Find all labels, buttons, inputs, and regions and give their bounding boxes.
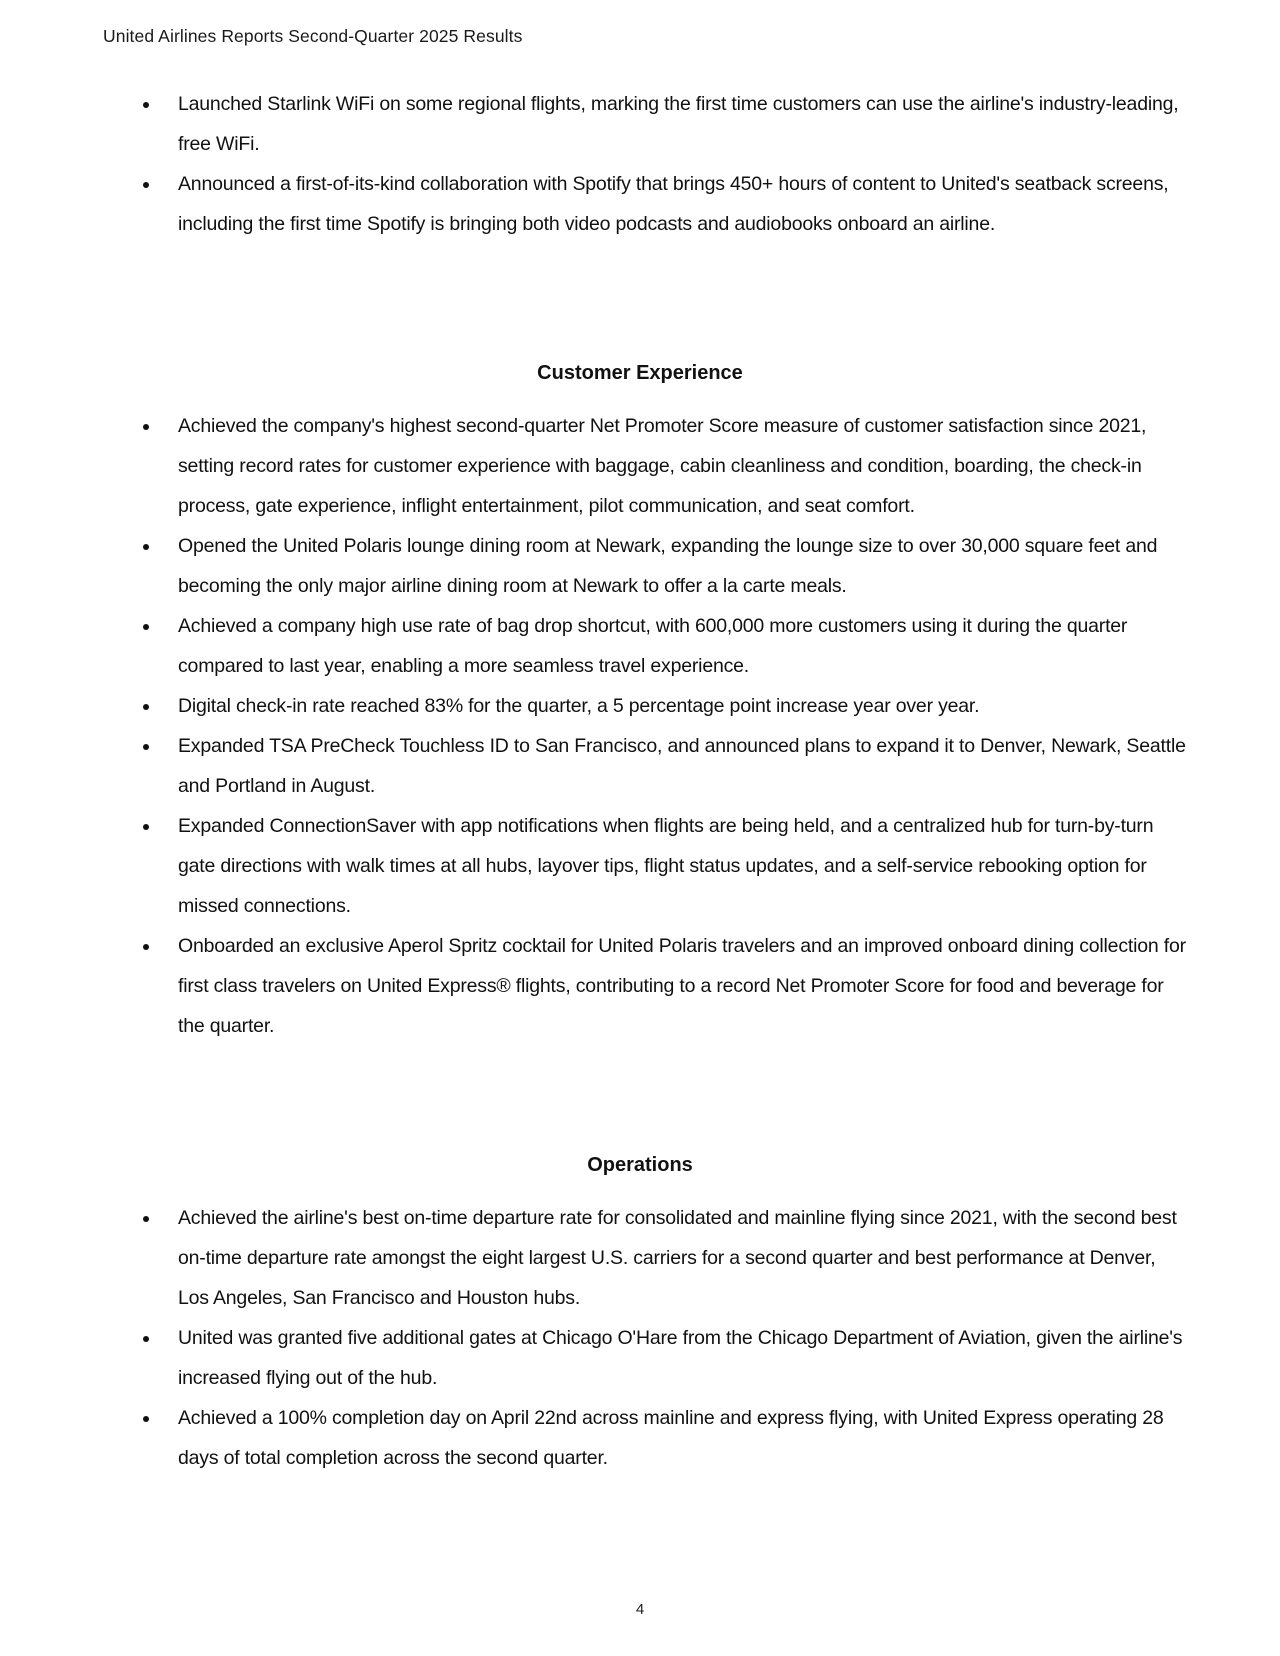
- list-item: [140, 164, 1190, 244]
- bullet-icon: [143, 624, 149, 630]
- bullet-icon: [143, 744, 149, 750]
- bullet-icon: [143, 704, 149, 710]
- list-item-text: United was granted five additional gates at Chicago O'Hare from the Chicago Department of Aviation, given the airline's increased flying out of the hub.: [178, 1327, 1183, 1389]
- list-item-text: Opened the United Polaris lounge dining room at Newark, expanding the lounge size to over 30,000 square feet and becoming the only major airline dining room at Newark to offer a la carte meals.: [178, 535, 1158, 597]
- list-item-text: Achieved the airline's best on-time departure rate for consolidated and mainline flying since 2021, with the second best on-time departure rate amongst the eight largest U.S. carriers for a second quarter and best performance at Denver, Los Angeles, San Francisco and Houston hubs.: [178, 1207, 1177, 1309]
- section-title-operations: Operations: [587, 1154, 693, 1176]
- section-title-customer-experience: Customer Experience: [537, 362, 743, 384]
- list-item: [140, 406, 1190, 526]
- list-item-text: Launched Starlink WiFi on some regional flights, marking the first time customers can use the airline's industry-leading, free WiFi.: [178, 93, 1179, 155]
- list-item: [140, 606, 1190, 686]
- operations-bullet-list: [140, 1198, 1190, 1478]
- list-item: [140, 926, 1190, 1046]
- bullet-icon: [143, 1336, 149, 1342]
- bullet-icon: [143, 1216, 149, 1222]
- list-item-text: Digital check-in rate reached 83% for the quarter, a 5 percentage point increase year over year.: [178, 695, 980, 717]
- list-item-text: Expanded TSA PreCheck Touchless ID to San Francisco, and announced plans to expand it to Denver, Newark, Seattle and Portland in August.: [178, 735, 1186, 797]
- list-item-text: Achieved a 100% completion day on April 22nd across mainline and express flying, with United Express operating 28 days of total completion across the second quarter.: [178, 1407, 1164, 1469]
- bullet-icon: [143, 944, 149, 950]
- list-item-text: Onboarded an exclusive Aperol Spritz cocktail for United Polaris travelers and an improved onboard dining collection for first class travelers on United Express® flights, contributing to a record Net Promoter Score for food and beverage for the quarter.: [178, 935, 1186, 1037]
- customer-experience-bullet-list: [140, 406, 1190, 1046]
- page-header-title: United Airlines Reports Second-Quarter 2025 Results: [103, 26, 523, 46]
- bullet-icon: [143, 1416, 149, 1422]
- bullet-icon: [143, 544, 149, 550]
- list-item-text: Expanded ConnectionSaver with app notifications when flights are being held, and a centralized hub for turn-by-turn gate directions with walk times at all hubs, layover tips, flight status updates, and a self-service rebooking option for missed connections.: [178, 815, 1154, 917]
- list-item: [140, 806, 1190, 926]
- list-item: [140, 1318, 1190, 1398]
- list-item-text: Achieved a company high use rate of bag drop shortcut, with 600,000 more customers using it during the quarter compared to last year, enabling a more seamless travel experience.: [178, 615, 1128, 677]
- list-item-text: Announced a first-of-its-kind collaboration with Spotify that brings 450+ hours of content to United's seatback screens, including the first time Spotify is bringing both video podcasts and audiobooks onboard an airline.: [178, 173, 1169, 235]
- list-item: [140, 526, 1190, 606]
- bullet-icon: [143, 182, 149, 188]
- bullet-icon: [143, 102, 149, 108]
- intro-bullet-list: [140, 84, 1190, 244]
- list-item-text: Achieved the company's highest second-quarter Net Promoter Score measure of customer satisfaction since 2021, setting record rates for customer experience with baggage, cabin cleanliness and condition, boarding, the check-in process, gate experience, inflight entertainment, pilot communication, and seat comfort.: [178, 415, 1147, 517]
- list-item: [140, 686, 1190, 726]
- bullet-icon: [143, 424, 149, 430]
- page-number: 4: [635, 1601, 645, 1618]
- list-item: [140, 1398, 1190, 1478]
- list-item: [140, 726, 1190, 806]
- list-item: [140, 84, 1190, 164]
- list-item: [140, 1198, 1190, 1318]
- bullet-icon: [143, 824, 149, 830]
